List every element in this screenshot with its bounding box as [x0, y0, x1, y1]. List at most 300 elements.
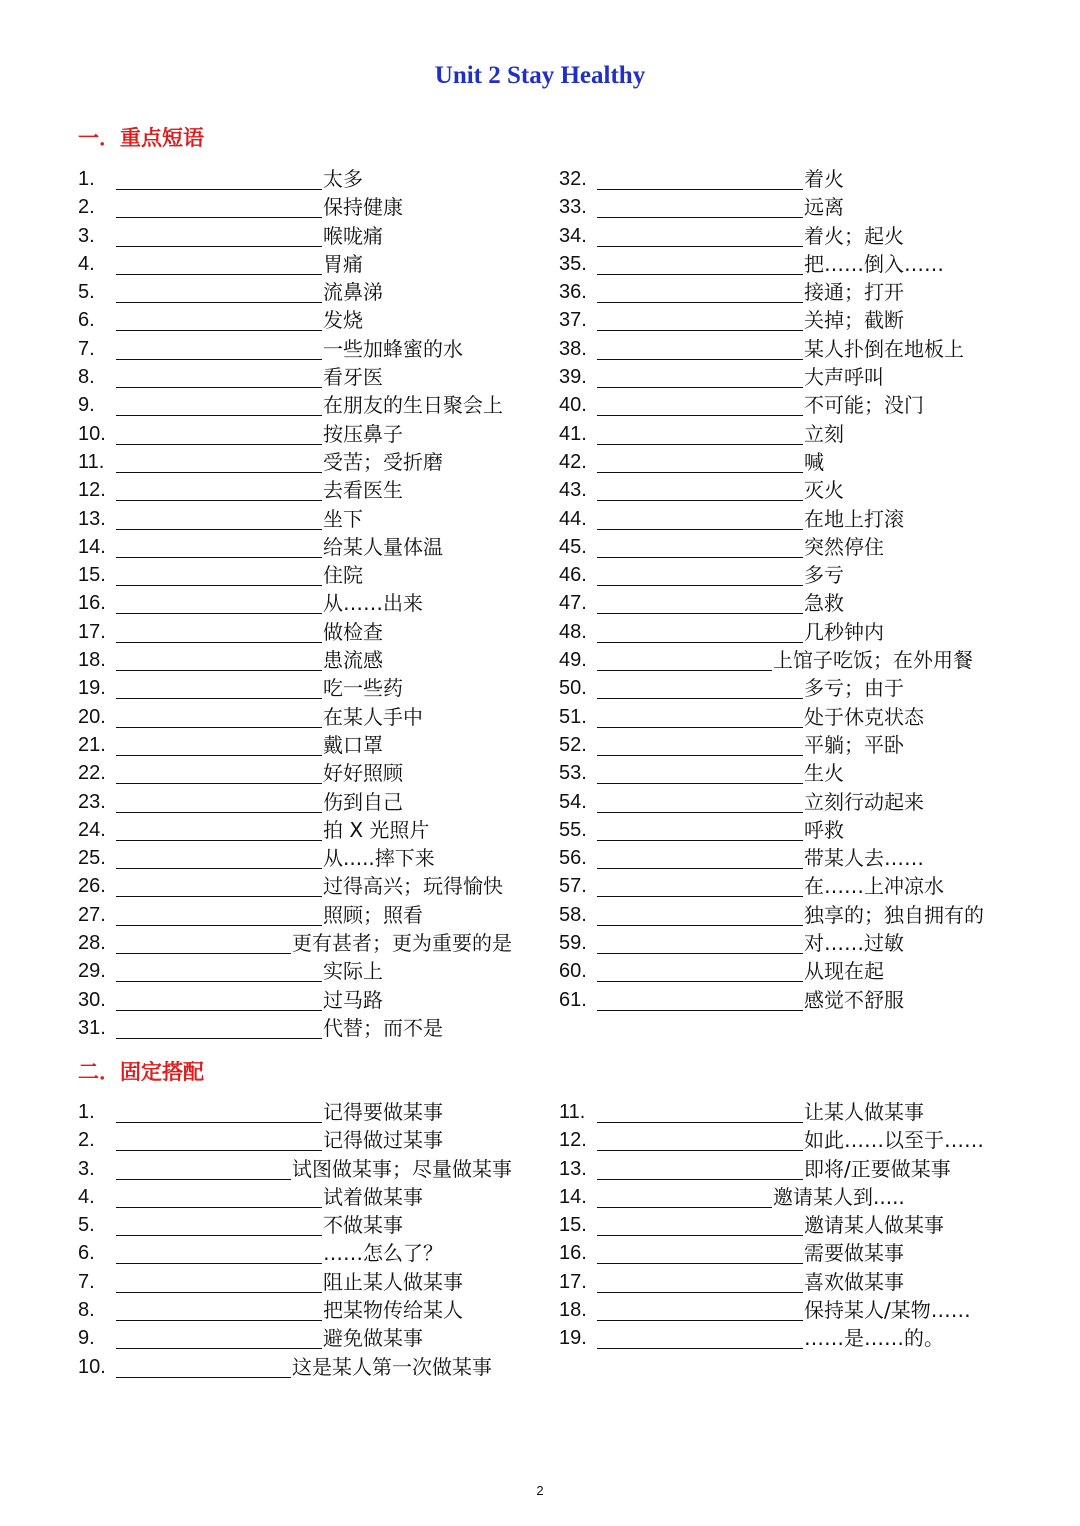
- phrase-prompt: 受苦；受折磨: [323, 449, 443, 474]
- exercise-row: [78, 363, 538, 391]
- phrase-prompt: 保持某人/某物……: [804, 1298, 971, 1323]
- phrase-prompt: 照顾；照看: [323, 902, 423, 927]
- phrase-prompt: 感觉不舒服: [804, 987, 904, 1012]
- exercise-row: [78, 335, 538, 363]
- exercise-row: [78, 561, 538, 589]
- answer-blank[interactable]: [597, 217, 803, 218]
- phrase-prompt: 平躺；平卧: [804, 732, 904, 757]
- exercise-row: [559, 476, 1019, 504]
- phrase-prompt: 更有甚者；更为重要的是: [292, 931, 512, 956]
- exercise-row: [78, 986, 538, 1014]
- phrase-prompt: 立刻: [804, 421, 844, 446]
- exercise-row: [78, 391, 538, 419]
- item-number: 18.: [559, 1299, 587, 1322]
- item-number: 32.: [559, 168, 587, 190]
- item-number: 1.: [78, 168, 95, 190]
- page-title: Unit 2 Stay Healthy: [434, 62, 646, 89]
- answer-blank[interactable]: [597, 529, 803, 530]
- phrase-prompt: 关掉；截断: [804, 308, 904, 333]
- answer-blank[interactable]: [597, 1122, 803, 1123]
- answer-blank[interactable]: [597, 189, 803, 190]
- exercise-row: [559, 1268, 1019, 1296]
- answer-blank[interactable]: [116, 444, 322, 445]
- phrase-prompt: 远离: [804, 195, 844, 220]
- exercise-row: [559, 222, 1019, 250]
- item-number: 10.: [78, 422, 106, 445]
- item-number: 42.: [559, 450, 587, 473]
- exercise-row: [78, 505, 538, 533]
- item-number: 12.: [559, 1129, 587, 1152]
- exercise-row: [559, 589, 1019, 617]
- answer-blank[interactable]: [597, 727, 803, 728]
- exercise-row: [559, 193, 1019, 221]
- phrase-prompt: 记得做过某事: [323, 1128, 443, 1153]
- answer-blank[interactable]: [597, 1348, 803, 1349]
- phrase-prompt: 一些加蜂蜜的水: [323, 336, 463, 361]
- exercise-row: [78, 1296, 538, 1324]
- item-number: 47.: [559, 592, 587, 615]
- exercise-row: [78, 872, 538, 900]
- exercise-row: [78, 1324, 538, 1352]
- exercise-row: [559, 872, 1019, 900]
- exercise-row: [559, 448, 1019, 476]
- exercise-row: [559, 844, 1019, 872]
- answer-blank[interactable]: [116, 500, 322, 501]
- exercise-row: [559, 816, 1019, 844]
- item-number: 4.: [78, 252, 95, 275]
- item-number: 45.: [559, 535, 587, 558]
- item-number: 19.: [78, 677, 106, 700]
- exercise-row: [78, 1155, 538, 1183]
- item-number: 21.: [78, 733, 106, 756]
- phrase-prompt: 做检查: [323, 619, 383, 644]
- answer-blank[interactable]: [597, 1292, 803, 1293]
- exercise-row: [78, 1268, 538, 1296]
- answer-blank[interactable]: [116, 727, 322, 728]
- answer-blank[interactable]: [116, 642, 322, 643]
- phrase-prompt: 试图做某事；尽量做某事: [292, 1156, 512, 1181]
- exercise-row: [78, 1353, 538, 1381]
- answer-blank[interactable]: [597, 613, 803, 614]
- section-heading-key-phrases: 一．重点短语: [78, 126, 204, 150]
- answer-blank[interactable]: [116, 1038, 322, 1039]
- answer-blank[interactable]: [116, 387, 322, 388]
- phrase-prompt: 看牙医: [323, 365, 383, 390]
- item-number: 13.: [78, 507, 106, 530]
- answer-blank[interactable]: [597, 868, 803, 869]
- item-number: 11.: [559, 1101, 586, 1123]
- answer-blank[interactable]: [597, 330, 803, 331]
- answer-blank[interactable]: [597, 302, 803, 303]
- exercise-row: [559, 335, 1019, 363]
- phrase-prompt: 这是某人第一次做某事: [292, 1354, 492, 1379]
- exercise-row: [78, 533, 538, 561]
- phrase-prompt: 喉咙痛: [323, 223, 383, 248]
- answer-blank[interactable]: [116, 812, 322, 813]
- exercise-row: [559, 1211, 1019, 1239]
- exercise-row: [559, 363, 1019, 391]
- answer-blank[interactable]: [597, 359, 803, 360]
- item-number: 4.: [78, 1185, 95, 1208]
- answer-blank[interactable]: [116, 613, 322, 614]
- phrase-prompt: 立刻行动起来: [804, 789, 924, 814]
- answer-blank[interactable]: [597, 1179, 803, 1180]
- answer-blank[interactable]: [116, 415, 322, 416]
- answer-blank[interactable]: [116, 472, 322, 473]
- phrase-prompt: 接通；打开: [804, 280, 904, 305]
- item-number: 6.: [78, 309, 95, 332]
- answer-blank[interactable]: [116, 217, 322, 218]
- answer-blank[interactable]: [116, 1320, 322, 1321]
- item-number: 14.: [559, 1185, 587, 1208]
- exercise-row: [78, 759, 538, 787]
- answer-blank[interactable]: [597, 812, 803, 813]
- exercise-row: [559, 533, 1019, 561]
- exercise-row: [78, 250, 538, 278]
- answer-blank[interactable]: [597, 698, 803, 699]
- phrase-prompt: 在……上冲凉水: [804, 874, 944, 899]
- answer-blank[interactable]: [116, 330, 322, 331]
- exercise-row: [559, 250, 1019, 278]
- section-heading-fixed-collocations: 二．固定搭配: [78, 1060, 204, 1084]
- phrase-prompt: 如此……以至于……: [804, 1128, 984, 1153]
- exercise-row: [78, 901, 538, 929]
- answer-blank[interactable]: [116, 359, 322, 360]
- phrase-prompt: 几秒钟内: [804, 619, 884, 644]
- item-number: 58.: [559, 903, 587, 926]
- answer-blank[interactable]: [597, 1263, 803, 1264]
- answer-blank[interactable]: [597, 896, 803, 897]
- phrase-prompt: 突然停住: [804, 534, 884, 559]
- answer-blank[interactable]: [597, 670, 772, 671]
- answer-blank[interactable]: [597, 1235, 803, 1236]
- item-number: 30.: [78, 988, 106, 1011]
- item-number: 15.: [78, 564, 106, 587]
- exercise-row: [78, 306, 538, 334]
- exercise-row: [559, 901, 1019, 929]
- item-number: 44.: [559, 507, 587, 530]
- answer-blank[interactable]: [597, 444, 803, 445]
- item-number: 17.: [78, 620, 106, 643]
- answer-blank[interactable]: [116, 1010, 322, 1011]
- exercise-row: [78, 646, 538, 674]
- phrase-prompt: 上馆子吃饭；在外用餐: [773, 648, 973, 673]
- phrase-prompt: 吃一些药: [323, 676, 403, 701]
- phrase-prompt: 坐下: [323, 506, 363, 531]
- phrase-prompt: 保持健康: [323, 195, 403, 220]
- answer-blank[interactable]: [116, 783, 322, 784]
- answer-blank[interactable]: [116, 1263, 322, 1264]
- phrase-prompt: ……是……的。: [804, 1326, 944, 1351]
- item-number: 36.: [559, 281, 587, 304]
- item-number: 19.: [559, 1327, 587, 1350]
- phrase-prompt: 对……过敏: [804, 931, 904, 956]
- item-number: 40.: [559, 394, 587, 417]
- item-number: 3.: [78, 224, 95, 247]
- exercise-row: [78, 420, 538, 448]
- exercise-row: [559, 1155, 1019, 1183]
- answer-blank[interactable]: [116, 953, 291, 954]
- answer-blank[interactable]: [116, 246, 322, 247]
- answer-blank[interactable]: [116, 981, 322, 982]
- answer-blank[interactable]: [116, 302, 322, 303]
- item-number: 11.: [78, 450, 105, 473]
- phrase-prompt: 急救: [804, 591, 844, 616]
- phrase-prompt: 避免做某事: [323, 1326, 423, 1351]
- item-number: 16.: [559, 1242, 587, 1265]
- phrase-prompt: 把……倒入……: [804, 251, 944, 276]
- answer-blank[interactable]: [597, 1207, 772, 1208]
- exercise-row: [559, 1183, 1019, 1211]
- exercise-row: [559, 1296, 1019, 1324]
- exercise-row: [78, 618, 538, 646]
- item-number: 7.: [78, 337, 95, 360]
- exercise-row: [559, 1126, 1019, 1154]
- item-number: 26.: [78, 875, 106, 898]
- answer-blank[interactable]: [116, 755, 322, 756]
- answer-blank[interactable]: [116, 840, 322, 841]
- phrase-prompt: 在某人手中: [323, 704, 423, 729]
- item-number: 5.: [78, 281, 95, 304]
- item-number: 59.: [559, 932, 587, 955]
- answer-blank[interactable]: [597, 925, 803, 926]
- answer-blank[interactable]: [116, 557, 322, 558]
- answer-blank[interactable]: [597, 585, 803, 586]
- item-number: 12.: [78, 479, 106, 502]
- phrase-prompt: 实际上: [323, 959, 383, 984]
- answer-blank[interactable]: [597, 557, 803, 558]
- answer-blank[interactable]: [116, 1122, 322, 1123]
- item-number: 53.: [559, 762, 587, 785]
- answer-blank[interactable]: [116, 1207, 322, 1208]
- phrase-prompt: 着火；起火: [804, 223, 904, 248]
- answer-blank[interactable]: [116, 529, 322, 530]
- item-number: 8.: [78, 1299, 95, 1322]
- answer-blank[interactable]: [597, 1010, 803, 1011]
- answer-blank[interactable]: [597, 274, 803, 275]
- phrase-prompt: 处于休克状态: [804, 704, 924, 729]
- item-number: 31.: [78, 1016, 106, 1039]
- answer-blank[interactable]: [597, 387, 803, 388]
- exercise-row: [78, 731, 538, 759]
- item-number: 41.: [559, 422, 587, 445]
- answer-blank[interactable]: [116, 1235, 322, 1236]
- phrase-prompt: 阻止某人做某事: [323, 1269, 463, 1294]
- phrase-prompt: 多亏: [804, 563, 844, 588]
- item-number: 1.: [78, 1101, 95, 1123]
- exercise-row: [78, 1098, 538, 1126]
- phrase-prompt: 在地上打滚: [804, 506, 904, 531]
- exercise-row: [559, 929, 1019, 957]
- answer-blank[interactable]: [597, 755, 803, 756]
- item-number: 43.: [559, 479, 587, 502]
- exercise-row: [78, 1239, 538, 1267]
- phrase-prompt: 灭火: [804, 478, 844, 503]
- phrase-prompt: 好好照顾: [323, 761, 403, 786]
- phrase-prompt: 从.....摔下来: [323, 846, 435, 871]
- phrase-prompt: 不可能；没门: [804, 393, 924, 418]
- exercise-row: [559, 1324, 1019, 1352]
- answer-blank[interactable]: [116, 925, 322, 926]
- phrase-prompt: 给某人量体温: [323, 534, 443, 559]
- exercise-row: [559, 420, 1019, 448]
- item-number: 14.: [78, 535, 106, 558]
- phrase-prompt: 拍 X 光照片: [323, 817, 430, 842]
- phrase-prompt: 住院: [323, 563, 363, 588]
- phrase-prompt: 大声呼叫: [804, 365, 884, 390]
- item-number: 6.: [78, 1242, 95, 1265]
- exercise-row: [559, 986, 1019, 1014]
- phrase-prompt: 胃痛: [323, 251, 363, 276]
- answer-blank[interactable]: [597, 840, 803, 841]
- item-number: 8.: [78, 366, 95, 389]
- exercise-row: [78, 448, 538, 476]
- phrase-prompt: 呼救: [804, 817, 844, 842]
- exercise-row: [78, 674, 538, 702]
- exercise-row: [78, 844, 538, 872]
- phrase-prompt: 戴口罩: [323, 732, 383, 757]
- answer-blank[interactable]: [116, 1150, 322, 1151]
- item-number: 46.: [559, 564, 587, 587]
- exercise-row: [559, 561, 1019, 589]
- exercise-row: [78, 1211, 538, 1239]
- exercise-row: [78, 703, 538, 731]
- answer-blank[interactable]: [116, 896, 322, 897]
- phrase-prompt: 从现在起: [804, 959, 884, 984]
- item-number: 9.: [78, 394, 95, 417]
- collocations-right-column: [559, 1098, 1019, 1353]
- answer-blank[interactable]: [116, 868, 322, 869]
- phrase-prompt: 把某物传给某人: [323, 1298, 463, 1323]
- phrase-prompt: 伤到自己: [323, 789, 403, 814]
- exercise-row: [78, 589, 538, 617]
- phrase-prompt: 多亏；由于: [804, 676, 904, 701]
- exercise-row: [78, 193, 538, 221]
- answer-blank[interactable]: [116, 670, 322, 671]
- exercise-row: [78, 165, 538, 193]
- item-number: 22.: [78, 762, 106, 785]
- phrase-prompt: 记得要做某事: [323, 1100, 443, 1124]
- exercise-row: [559, 674, 1019, 702]
- exercise-row: [559, 1098, 1019, 1126]
- item-number: 16.: [78, 592, 106, 615]
- key-phrases-left-column: [78, 165, 538, 1042]
- phrase-prompt: 流鼻涕: [323, 280, 383, 305]
- phrase-prompt: 发烧: [323, 308, 363, 333]
- phrase-prompt: 即将/正要做某事: [804, 1156, 951, 1181]
- exercise-row: [559, 731, 1019, 759]
- exercise-row: [78, 1183, 538, 1211]
- exercise-row: [559, 165, 1019, 193]
- item-number: 48.: [559, 620, 587, 643]
- phrase-prompt: 邀请某人做某事: [804, 1213, 944, 1238]
- exercise-row: [559, 278, 1019, 306]
- exercise-row: [78, 1014, 538, 1042]
- answer-blank[interactable]: [597, 415, 803, 416]
- phrase-prompt: ……怎么了？: [323, 1241, 443, 1266]
- item-number: 13.: [559, 1157, 587, 1180]
- answer-blank[interactable]: [116, 274, 322, 275]
- answer-blank[interactable]: [116, 698, 322, 699]
- answer-blank[interactable]: [597, 1150, 803, 1151]
- item-number: 49.: [559, 649, 587, 672]
- item-number: 3.: [78, 1157, 95, 1180]
- exercise-row: [559, 391, 1019, 419]
- answer-blank[interactable]: [597, 642, 803, 643]
- exercise-row: [559, 618, 1019, 646]
- answer-blank[interactable]: [597, 783, 803, 784]
- phrase-prompt: 太多: [323, 167, 363, 191]
- item-number: 39.: [559, 366, 587, 389]
- phrase-prompt: 喊: [804, 449, 824, 474]
- phrase-prompt: 过马路: [323, 987, 383, 1012]
- item-number: 29.: [78, 960, 106, 983]
- answer-blank[interactable]: [597, 246, 803, 247]
- item-number: 7.: [78, 1270, 95, 1293]
- answer-blank[interactable]: [597, 953, 803, 954]
- answer-blank[interactable]: [597, 1320, 803, 1321]
- item-number: 27.: [78, 903, 106, 926]
- answer-blank[interactable]: [597, 472, 803, 473]
- answer-blank[interactable]: [597, 500, 803, 501]
- answer-blank[interactable]: [597, 981, 803, 982]
- answer-blank[interactable]: [116, 1348, 322, 1349]
- phrase-prompt: 代替；而不是: [323, 1015, 443, 1040]
- answer-blank[interactable]: [116, 1179, 291, 1180]
- item-number: 52.: [559, 733, 587, 756]
- item-number: 9.: [78, 1327, 95, 1350]
- phrase-prompt: 让某人做某事: [804, 1100, 924, 1124]
- exercise-row: [78, 222, 538, 250]
- phrase-prompt: 在朋友的生日聚会上: [323, 393, 503, 418]
- exercise-row: [559, 1239, 1019, 1267]
- item-number: 54.: [559, 790, 587, 813]
- exercise-row: [559, 759, 1019, 787]
- exercise-row: [78, 816, 538, 844]
- item-number: 61.: [559, 988, 587, 1011]
- exercise-row: [78, 929, 538, 957]
- item-number: 57.: [559, 875, 587, 898]
- phrase-prompt: 着火: [804, 167, 844, 191]
- answer-blank[interactable]: [116, 585, 322, 586]
- exercise-row: [559, 505, 1019, 533]
- exercise-row: [78, 278, 538, 306]
- item-number: 28.: [78, 932, 106, 955]
- item-number: 17.: [559, 1270, 587, 1293]
- answer-blank[interactable]: [116, 1377, 291, 1378]
- phrase-prompt: 需要做某事: [804, 1241, 904, 1266]
- item-number: 35.: [559, 252, 587, 275]
- item-number: 20.: [78, 705, 106, 728]
- phrase-prompt: 试着做某事: [323, 1184, 423, 1209]
- answer-blank[interactable]: [116, 189, 322, 190]
- item-number: 34.: [559, 224, 587, 247]
- key-phrases-right-column: [559, 165, 1019, 1014]
- phrase-prompt: 喜欢做某事: [804, 1269, 904, 1294]
- phrase-prompt: 邀请某人到.....: [773, 1184, 905, 1209]
- item-number: 15.: [559, 1214, 587, 1237]
- item-number: 10.: [78, 1355, 106, 1378]
- item-number: 50.: [559, 677, 587, 700]
- item-number: 25.: [78, 847, 106, 870]
- exercise-row: [559, 788, 1019, 816]
- phrase-prompt: 某人扑倒在地板上: [804, 336, 964, 361]
- answer-blank[interactable]: [116, 1292, 322, 1293]
- item-number: 23.: [78, 790, 106, 813]
- phrase-prompt: 按压鼻子: [323, 421, 403, 446]
- item-number: 33.: [559, 196, 587, 219]
- item-number: 37.: [559, 309, 587, 332]
